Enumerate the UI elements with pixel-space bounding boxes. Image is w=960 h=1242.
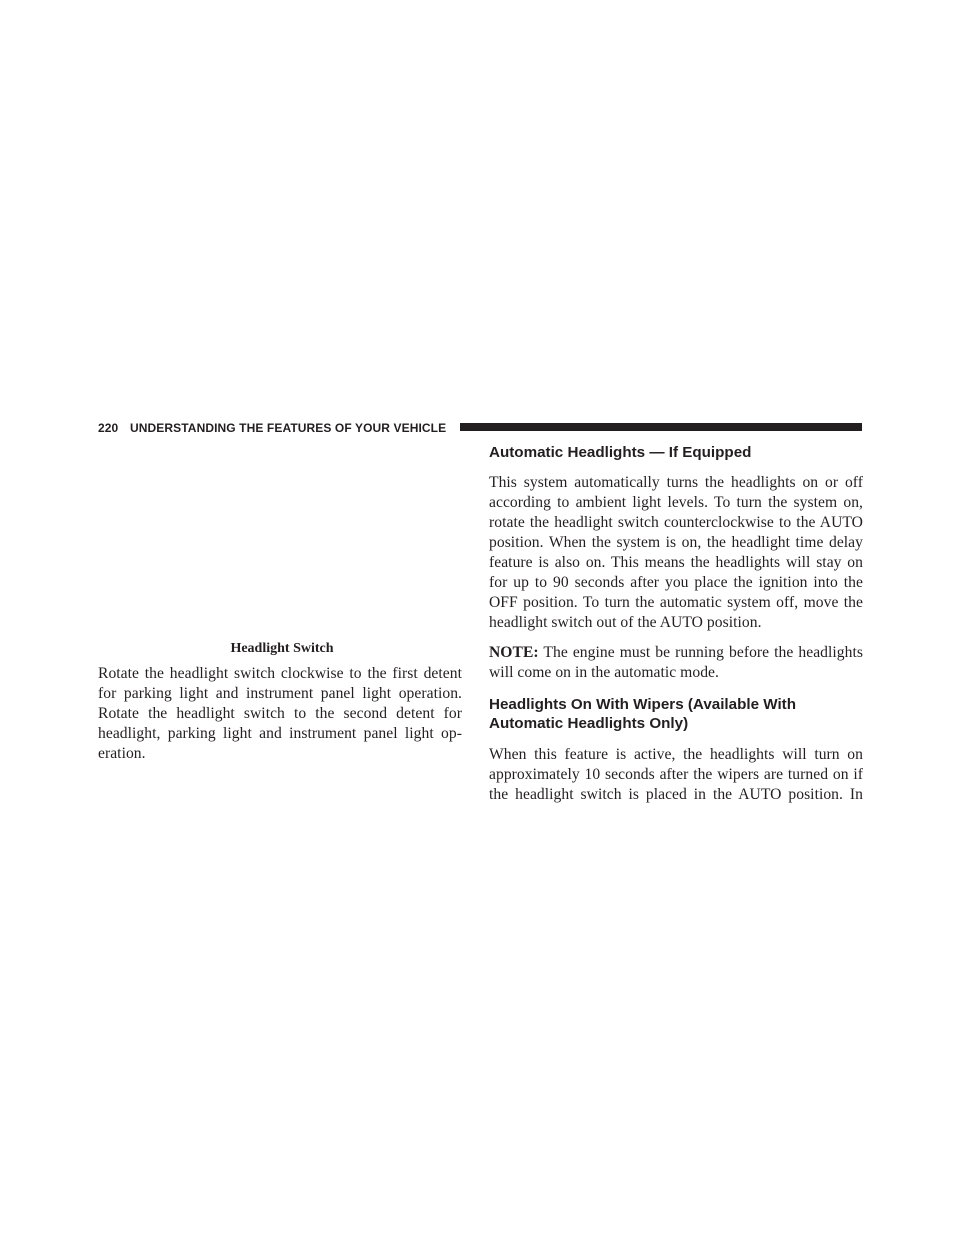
note-text: The engine must be running before the headlights will come on in the automatic mode.: [489, 644, 863, 681]
automatic-headlights-paragraph: This system automatically turns the headlights on or off according to ambient light levels. To turn the system on, rotate the headlight switch counterclockwise to the AUTO position. When the system is on, the headlight time delay feature is also on. This means the headlights will stay on for up to 90 seconds after you place the ignition into the OFF position. To turn the automatic system off, move the headlight switch out of the AUTO position.: [489, 474, 863, 631]
running-header-title: UNDERSTANDING THE FEATURES OF YOUR VEHICLE: [130, 421, 447, 435]
headlights-with-wipers-heading: Headlights On With Wipers (Available With Automatic Headlights Only): [489, 696, 797, 732]
figure-caption: Headlight Switch: [230, 641, 334, 656]
headlight-switch-paragraph: Rotate the headlight switch clockwise to the first detent for parking light and instrument panel light operation. Rotate the headlight switch to the second detent for headlight, parking light and instrument panel light op-eration.: [98, 665, 462, 762]
headlights-with-wipers-paragraph: When this feature is active, the headlights will turn on approximately 10 seconds after the wipers are turned on if the headlight switch is placed in the AUTO position. In: [489, 746, 863, 803]
page-number: 220: [98, 421, 119, 435]
page-header: [98, 419, 862, 437]
note-paragraph: [489, 643, 863, 683]
header-rule: [460, 423, 862, 431]
automatic-headlights-heading: Automatic Headlights — If Equipped: [489, 444, 752, 461]
right-column: [489, 443, 863, 815]
left-column: [98, 640, 462, 764]
note-label: NOTE:: [489, 644, 539, 661]
